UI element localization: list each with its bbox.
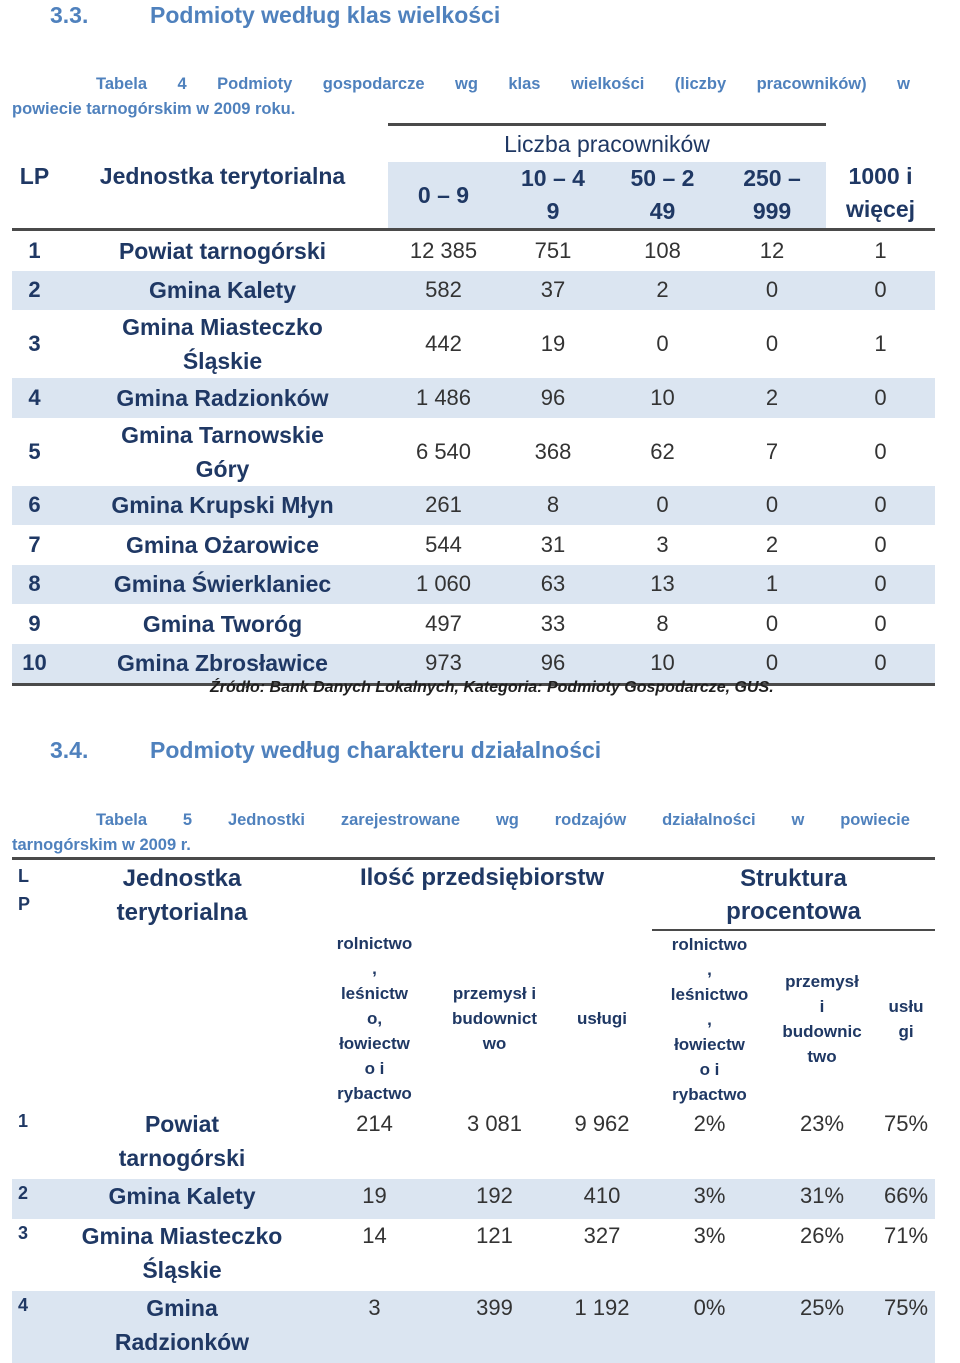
caption-word: klas	[508, 75, 541, 93]
row-value: 10	[607, 644, 718, 685]
row-value: 214	[356, 1111, 393, 1136]
row-value: 37	[499, 271, 607, 311]
header-group: Liczba pracowników	[388, 125, 826, 163]
caption-word: wg	[455, 75, 478, 93]
header-row	[12, 125, 935, 163]
row-value: 2%	[693, 1111, 726, 1136]
row-value: 261	[388, 486, 499, 526]
section-title: Podmioty według charakteru działalności	[150, 737, 602, 763]
row-value: 26%	[799, 1223, 845, 1248]
row-value: 1	[826, 230, 935, 271]
caption-word: Tabela	[96, 811, 148, 829]
caption-word: wielkości	[570, 75, 645, 93]
row-value: 544	[425, 531, 462, 557]
caption-word: Podmioty	[217, 75, 293, 93]
header-col: 10 – 4 9	[499, 162, 607, 230]
row-name: Gmina Krupski Młyn	[57, 486, 388, 526]
row-value: 0	[826, 486, 935, 526]
caption-word: 5	[182, 811, 193, 829]
table-4-caption	[12, 72, 910, 122]
header-col: 250 – 999	[718, 162, 826, 230]
row-value: 8	[499, 486, 607, 526]
row-lp: 7	[28, 531, 41, 557]
row-value: 0	[718, 271, 826, 311]
table-5	[12, 857, 935, 1363]
row-lp: 6	[12, 486, 57, 526]
caption-line-1	[96, 72, 910, 97]
row-value: 0	[874, 531, 887, 557]
row-value: 1 192	[552, 1291, 652, 1363]
row-lp: 4	[12, 378, 57, 418]
caption-word: w	[897, 75, 910, 93]
row-name: Gmina Miasteczko Śląskie	[81, 1223, 283, 1283]
row-name: Gmina Zbrosławice	[57, 644, 388, 685]
row-value: 96	[499, 378, 607, 418]
row-value: 751	[499, 230, 607, 271]
row-lp: 1	[18, 1111, 29, 1131]
row-value: 19	[540, 331, 566, 356]
subheader-cell: usługi	[576, 1009, 628, 1028]
row-value: 1	[718, 565, 826, 605]
caption-word: Jednostki	[227, 811, 305, 829]
header-lp: L P	[18, 866, 31, 914]
table-4-source: Źródło: Bank Danych Lokalnych, Kategoria: Podmioty Gospodarcze, GUS.	[210, 679, 774, 696]
row-value: 2	[607, 271, 718, 311]
row-value: 0	[874, 610, 887, 636]
caption-word: wg	[495, 811, 519, 829]
caption-word: Tabela	[96, 75, 148, 93]
subheader-cell: przemysł i budownict wo	[452, 984, 537, 1053]
header-lp: LP	[19, 162, 50, 189]
header-count: Ilość przedsiębiorstw	[359, 864, 605, 891]
table-row	[12, 230, 935, 271]
table-row	[12, 271, 935, 311]
row-name: Powiat tarnogórski	[57, 230, 388, 271]
row-name: Gmina Ożarowice	[125, 531, 319, 558]
row-value: 63	[499, 565, 607, 605]
row-value: 0	[607, 486, 718, 526]
caption-word: pracowników)	[756, 75, 867, 93]
header-unit: Jednostka terytorialna	[116, 865, 248, 926]
table-row	[12, 565, 935, 605]
row-value: 121	[476, 1223, 513, 1248]
caption-line-2: powiecie tarnogórskim w 2009 roku.	[12, 100, 296, 118]
row-value: 1 060	[388, 565, 499, 605]
row-lp: 8	[12, 565, 57, 605]
row-value: 0	[718, 644, 826, 685]
row-name: Gmina Radzionków	[52, 1291, 312, 1363]
row-value: 2	[765, 531, 779, 557]
table-5-caption	[12, 808, 910, 858]
row-value: 0	[826, 565, 935, 605]
table-row	[12, 1179, 935, 1219]
header-col: 0 – 9	[388, 162, 499, 230]
subheader-cell: przemysł i budownic two	[767, 930, 877, 1107]
caption-word: działalności	[662, 811, 756, 829]
row-value: 6 540	[415, 438, 472, 464]
row-value: 327	[583, 1223, 621, 1248]
row-value: 0	[765, 331, 779, 356]
row-lp: 10	[12, 644, 57, 685]
row-value: 33	[540, 610, 566, 636]
row-name: Gmina Kalety	[52, 1179, 312, 1219]
section-heading-3-3	[50, 2, 500, 29]
row-lp: 3	[18, 1223, 29, 1243]
subheader-cell: usłu gi	[877, 930, 935, 1107]
section-heading-3-4	[50, 737, 601, 764]
row-value: 973	[388, 644, 499, 685]
header-row	[12, 859, 935, 931]
table-row	[12, 1291, 935, 1363]
row-value: 399	[437, 1291, 552, 1363]
row-lp: 3	[28, 331, 41, 356]
row-lp: 9	[28, 610, 41, 636]
row-value: 0	[765, 610, 779, 636]
row-lp: 2	[12, 1179, 52, 1219]
row-value: 3%	[652, 1179, 767, 1219]
row-value: 0	[874, 438, 887, 464]
row-value: 0%	[652, 1291, 767, 1363]
row-value: 96	[499, 644, 607, 685]
row-value: 497	[425, 610, 462, 636]
table-row	[12, 604, 935, 644]
caption-word: zarejestrowane	[340, 811, 461, 829]
row-value: 10	[607, 378, 718, 418]
header-col: 50 – 2 49	[607, 162, 718, 230]
row-value: 7	[765, 438, 779, 464]
row-name: Gmina Miasteczko Śląskie	[122, 314, 323, 374]
subheader-cell: rolnictwo , leśnictwo , łowiectw o i rybactwo	[652, 930, 767, 1107]
row-value: 8	[656, 610, 669, 636]
section-title: Podmioty według klas wielkości	[150, 2, 501, 28]
caption-line-2: tarnogórskim w 2009 r.	[12, 836, 191, 854]
row-value: 192	[437, 1179, 552, 1219]
row-value: 1	[874, 331, 887, 356]
row-lp: 2	[12, 271, 57, 311]
row-value: 368	[534, 438, 572, 464]
row-value: 108	[607, 230, 718, 271]
table-row	[12, 1107, 935, 1179]
row-value: 3 081	[466, 1111, 523, 1136]
row-value: 66%	[877, 1179, 935, 1219]
caption-word: gospodarcze	[322, 75, 425, 93]
row-value: 75%	[883, 1111, 929, 1136]
row-value: 0	[826, 271, 935, 311]
table-row	[12, 486, 935, 526]
header-col: 1000 i więcej	[845, 163, 916, 222]
row-lp: 4	[12, 1291, 52, 1363]
row-value: 410	[552, 1179, 652, 1219]
row-name: Gmina Tarnowskie Góry	[121, 421, 324, 482]
row-value: 0	[656, 331, 669, 356]
caption-line-1	[96, 808, 910, 833]
row-value: 0	[826, 378, 935, 418]
row-value: 582	[388, 271, 499, 311]
row-value: 3	[312, 1291, 437, 1363]
row-value: 12	[718, 230, 826, 271]
caption-word: (liczby	[674, 75, 727, 93]
section-number: 3.4.	[50, 737, 89, 763]
row-value: 3	[656, 531, 669, 557]
table-row	[12, 525, 935, 565]
row-name: Gmina Kalety	[57, 271, 388, 311]
row-name: Gmina Tworóg	[142, 610, 303, 637]
row-name: Gmina Świerklaniec	[57, 565, 388, 605]
section-number: 3.3.	[50, 2, 89, 28]
row-value: 442	[425, 331, 462, 356]
row-value: 9 962	[574, 1111, 630, 1136]
subheader-cell: rolnictwo , leśnictw o, łowiectw o i rybactwo	[336, 934, 413, 1103]
row-value: 3%	[693, 1223, 726, 1248]
table-row	[12, 1219, 935, 1291]
row-name: Powiat tarnogórski	[118, 1111, 246, 1171]
row-value: 71%	[883, 1223, 929, 1248]
row-name: Gmina Radzionków	[57, 378, 388, 418]
table-row	[12, 418, 935, 486]
row-value: 0	[826, 644, 935, 685]
row-value: 31	[540, 531, 566, 557]
row-value: 25%	[767, 1291, 877, 1363]
row-value: 13	[607, 565, 718, 605]
caption-word: rodzajów	[554, 811, 627, 829]
row-value: 31%	[767, 1179, 877, 1219]
table-row	[12, 378, 935, 418]
table-row	[12, 310, 935, 378]
row-value: 14	[362, 1223, 387, 1248]
row-value: 75%	[877, 1291, 935, 1363]
table-4	[12, 123, 935, 686]
row-lp: 1	[12, 230, 57, 271]
header-structure: Struktura procentowa	[726, 865, 861, 925]
row-value: 12 385	[388, 230, 499, 271]
row-value: 19	[312, 1179, 437, 1219]
row-value: 23%	[799, 1111, 845, 1136]
row-value: 1 486	[388, 378, 499, 418]
row-value: 0	[718, 486, 826, 526]
row-value: 2	[718, 378, 826, 418]
row-lp: 5	[28, 438, 41, 464]
header-unit: Jednostka terytorialna	[99, 162, 346, 189]
row-value: 62	[650, 438, 675, 464]
caption-word: w	[791, 811, 805, 829]
caption-word: 4	[177, 75, 187, 93]
caption-word: powiecie	[840, 811, 910, 829]
